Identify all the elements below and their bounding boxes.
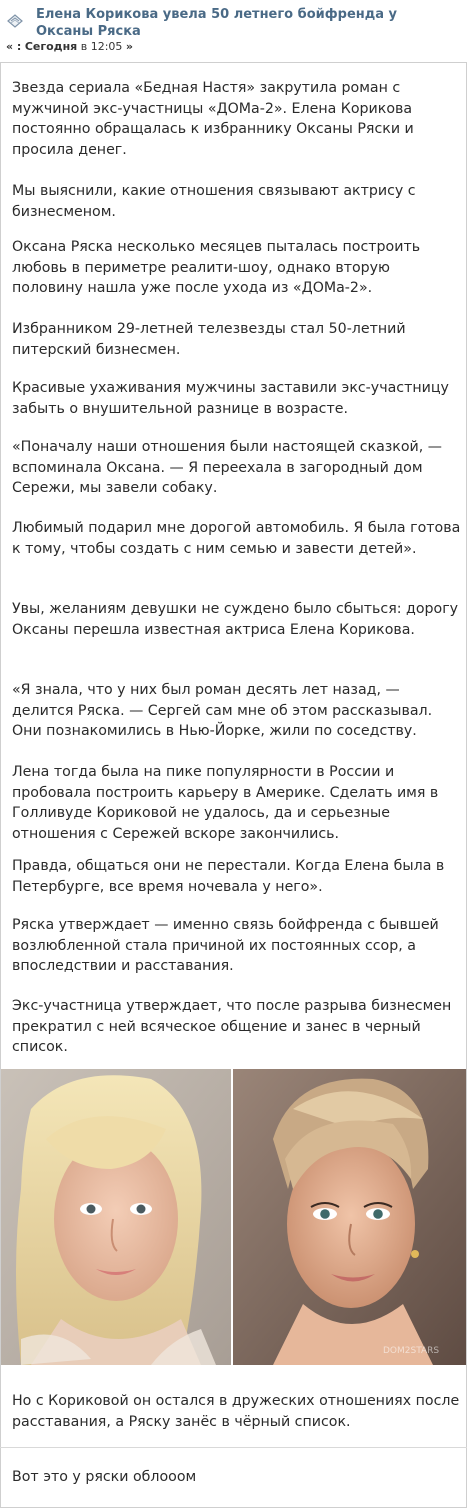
article-paragraph: Оксана Ряска несколько месяцев пыталась построить любовь в периметре реалити-шоу, однако вторую половину нашла уже после ухода из «ДОМа-2».: [12, 239, 421, 297]
article-paragraph: Но с Кориковой он остался в дружеских отношениях после расставания, а Ряску занёс в чёрный список.: [12, 1393, 460, 1430]
post-time: в 12:05: [80, 40, 123, 53]
article-paragraph: Увы, желаниям девушки не суждено было сбыться: дорогу Оксаны перешла известная актриса Елена Корикова.: [12, 601, 459, 638]
prev-post-link[interactable]: « :: [6, 40, 22, 53]
article-paragraph: «Поначалу наши отношения были настоящей сказкой, — вспоминала Оксана. — Я переехала в загородный дом Сережи, мы завели собаку.: [12, 439, 442, 497]
article-paragraph: Правда, общаться они не перестали. Когда Елена была в Петербурге, все время ночевала у него».: [12, 858, 445, 895]
post-title-link[interactable]: Елена Корикова увела 50 летнего бойфренда у Оксаны Ряска: [36, 7, 398, 39]
photo-ryaska: [233, 1069, 466, 1365]
photo-watermark: DOM2STARS: [383, 1346, 440, 1356]
article-paragraph: Мы выяснили, какие отношения связывают актрису с бизнесменом.: [12, 183, 416, 220]
article-paragraph: Лена тогда была на пике популярности в России и пробовала построить карьеру в Америке. Сделать имя в Голливуде Кориковой не удалось, да и серьезные отношения с Сережей вскоре закончились.: [12, 764, 439, 842]
comment-text: Вот это у ряски облооом: [12, 1469, 197, 1485]
comment-divider: [0, 1447, 467, 1448]
photo-korikova: [1, 1069, 231, 1365]
article-paragraph: Любимый подарил мне дорогой автомобиль. Я была готова к тому, чтобы создать с ним семью и завести детей».: [12, 520, 461, 557]
post-meta: [6, 40, 133, 53]
article-paragraph: Красивые ухаживания мужчины заставили экс-участницу забыть о внушительной разнице в возрасте.: [12, 380, 449, 417]
article-paragraph: Ряска утверждает — именно связь бойфренда с бывшей возлюбленной стала причиной их постоянных ссор, а впоследствии и расставания.: [12, 917, 439, 975]
post-header: [0, 0, 467, 56]
article-paragraph: «Я знала, что у них был роман десять лет назад, — делится Ряска. — Сергей сам мне об этом рассказывал. Они познакомились в Нью-Йорке, жили по соседству.: [12, 682, 433, 740]
article-paragraph: Избранником 29-летней телезвезды стал 50-летний питерский бизнесмен.: [12, 321, 406, 358]
next-post-link[interactable]: »: [125, 40, 134, 53]
post-date-label: Сегодня: [24, 40, 78, 53]
news-post-icon: [6, 12, 24, 30]
article-paragraph: Экс-участница утверждает, что после разрыва бизнесмен прекратил с ней всяческое общение и занес в черный список.: [12, 998, 452, 1056]
article-paragraph: Звезда сериала «Бедная Настя» закрутила роман с мужчиной экс-участницы «ДОМа-2». Елена Корикова постоянно обращалась к избраннику Оксаны Ряски и просила денег.: [12, 80, 414, 158]
